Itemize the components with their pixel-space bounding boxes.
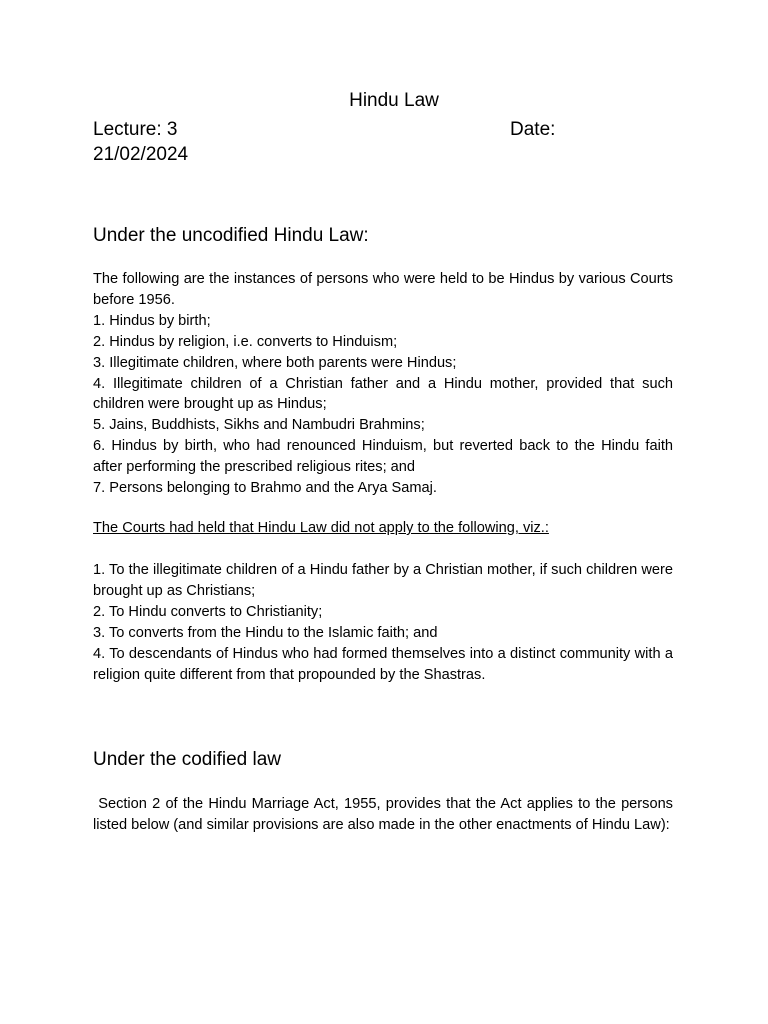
date-value: 21/02/2024: [93, 144, 189, 165]
list-item: 2. Hindus by religion, i.e. converts to Hinduism;: [93, 333, 398, 350]
list-item: 6. Hindus by birth, who had renounced Hinduism, but reverted back to the Hindu faith after performing the prescribed religious rites; and: [93, 438, 673, 476]
codified-heading: Under the codified law: [93, 749, 281, 770]
list-item: 3. Illegitimate children, where both parents were Hindus;: [93, 354, 457, 371]
document-title: Hindu Law: [349, 90, 439, 111]
date-label: Date:: [510, 119, 556, 140]
codified-body: Section 2 of the Hindu Marriage Act, 1955, provides that the Act applies to the persons listed below (and similar provisions are also made in the other enactments of Hindu Law):: [93, 796, 678, 833]
uncodified-intro: The following are the instances of persons who were held to be Hindus by various Courts before 1956.: [93, 271, 673, 308]
list-item: 5. Jains, Buddhists, Sikhs and Nambudri Brahmins;: [93, 417, 425, 434]
uncodified-heading: Under the uncodified Hindu Law:: [93, 225, 369, 246]
uncodified-block: [93, 269, 673, 499]
exception-item: 4. To descendants of Hindus who had formed themselves into a distinct community with a religion quite different from that propounded by the Shastras.: [93, 645, 673, 683]
exceptions-block: [93, 560, 673, 685]
list-item: 1. Hindus by birth;: [93, 312, 211, 329]
exceptions-heading-block: [93, 518, 673, 539]
exception-item: 3. To converts from the Hindu to the Islamic faith; and: [93, 624, 438, 641]
list-item: 4. Illegitimate children of a Christian father and a Hindu mother, provided that such children were brought up as Hindus;: [93, 375, 673, 413]
exceptions-heading: The Courts had held that Hindu Law did not apply to the following, viz.:: [93, 520, 549, 536]
exception-item: 1. To the illegitimate children of a Hindu father by a Christian mother, if such children were brought up as Christians;: [93, 562, 673, 599]
lecture-number: Lecture: 3: [93, 119, 178, 140]
list-item: 7. Persons belonging to Brahmo and the Arya Samaj.: [93, 480, 437, 497]
exception-item: 2. To Hindu converts to Christianity;: [93, 603, 323, 620]
